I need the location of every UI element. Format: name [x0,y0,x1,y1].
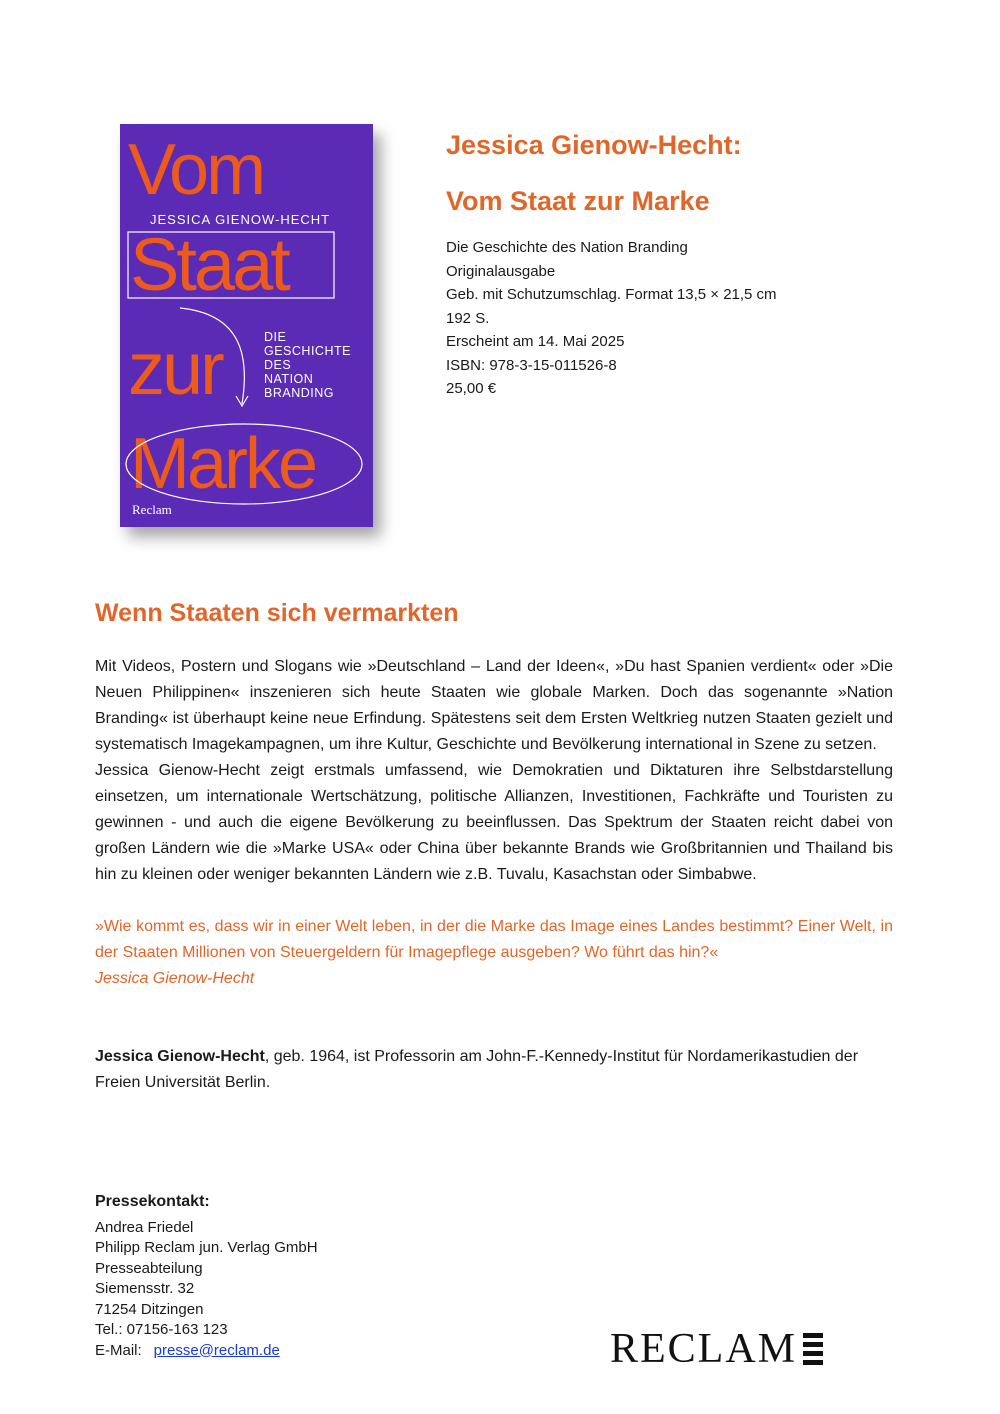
meta-edition: Originalausgabe [446,262,556,280]
cover-publisher: Reclam [132,502,172,517]
cover-subtitle-line: NATION [264,372,314,386]
author-quote [95,914,893,992]
cover-title-marke: Marke [130,424,316,504]
cover-subtitle-line: DES [264,358,292,372]
contact-label: Pressekontakt: [95,1193,210,1210]
contact-email-row [95,1341,318,1362]
book-info [446,130,966,401]
cover-title-zur: zur [128,327,222,410]
book-cover-artwork [120,124,373,527]
title-heading: Vom Staat zur Marke [446,186,710,216]
reclam-logo [610,1328,823,1370]
quote-author: Jessica Gienow-Hecht [95,970,255,987]
author-heading: Jessica Gienow-Hecht: [446,130,742,160]
author-bio [95,1044,893,1096]
meta-subtitle: Die Geschichte des Nation Branding [446,239,688,256]
press-contact [95,1192,318,1361]
logo-bars-icon [803,1333,823,1365]
contact-line: 71254 Ditzingen [95,1300,204,1318]
meta-price: 25,00 € [446,380,497,397]
contact-line: Tel.: 07156-163 123 [95,1321,228,1338]
logo-wordmark: RECLAM [610,1326,798,1372]
cover-subtitle-line: DIE [264,330,287,344]
bio-text: , geb. 1964, ist Professorin am John-F.-Kennedy-Institut für Nordamerikastudien der Freien Universität Berlin. [95,1048,859,1091]
body-paragraph: Jessica Gienow-Hecht zeigt erstmals umfassend, wie Demokratien und Diktaturen ihre Selbstdarstellung einsetzen, um internationale Wertschätzung, politische Allianzen, Investitionen, Fachkräfte und Touristen zu gewinnen - und auch die eigene Bevölkerung zu beeinflussen. Das Spektrum der Staaten reicht dabei von großen Ländern wie die »Marke USA« oder China über bekannte Brands wie Großbritannien und Thailand bis hin zu kleinen oder weniger bekannten Ländern wie z.B. Tuvalu, Kasachstan oder Simbabwe. [95,762,893,883]
contact-line: Siemensstr. 32 [95,1280,195,1297]
book-meta [446,236,966,401]
cover-subtitle-line: GESCHICHTE [264,344,351,358]
section-heading: Wenn Staaten sich vermarkten [95,599,459,627]
cover-title-staat: Staat [130,223,288,306]
meta-pages: 192 S. [446,309,490,327]
bio-name: Jessica Gienow-Hecht [95,1048,265,1065]
cover-doodle-lines [120,124,373,527]
meta-release-date: Erscheint am 14. Mai 2025 [446,333,625,350]
body-paragraph: Mit Videos, Postern und Slogans wie »Deutschland – Land der Ideen«, »Du hast Spanien verdient« oder »Die Neuen Philippinen« inszenieren sich heute Staaten wie globale Marken. Doch das sogenannte »Nation Branding« ist überhaupt keine neue Erfindung. Spätestens seit dem Ersten Weltkrieg nutzen Staaten gezielt und systematisch Imagekampagnen, um ihre Kultur, Geschichte und Bevölkerung international in Szene zu setzen. [95,658,893,753]
body-text [95,654,893,888]
email-label: E-Mail: [95,1341,142,1359]
contact-line: Andrea Friedel [95,1218,194,1236]
quote-text: »Wie kommt es, dass wir in einer Welt leben, in der die Marke das Image eines Landes bestimmt? Einer Welt, in der Staaten Millionen von Steuergeldern für Imagepflege ausgeben? Wo führt das hin?« [95,918,893,961]
contact-line: Presseabteilung [95,1259,203,1277]
email-link[interactable]: presse@reclam.de [153,1341,280,1359]
contact-line: Philipp Reclam jun. Verlag GmbH [95,1239,318,1256]
cover-author: JESSICA GIENOW-HECHT [150,212,331,227]
meta-format: Geb. mit Schutzumschlag. Format 13,5 × 21,5 cm [446,286,777,303]
meta-isbn: ISBN: 978-3-15-011526-8 [446,356,617,374]
cover-title-vom: Vom [128,130,264,210]
book-cover [120,124,373,527]
main-section [95,598,893,1096]
cover-subtitle-line: BRANDING [264,386,334,400]
